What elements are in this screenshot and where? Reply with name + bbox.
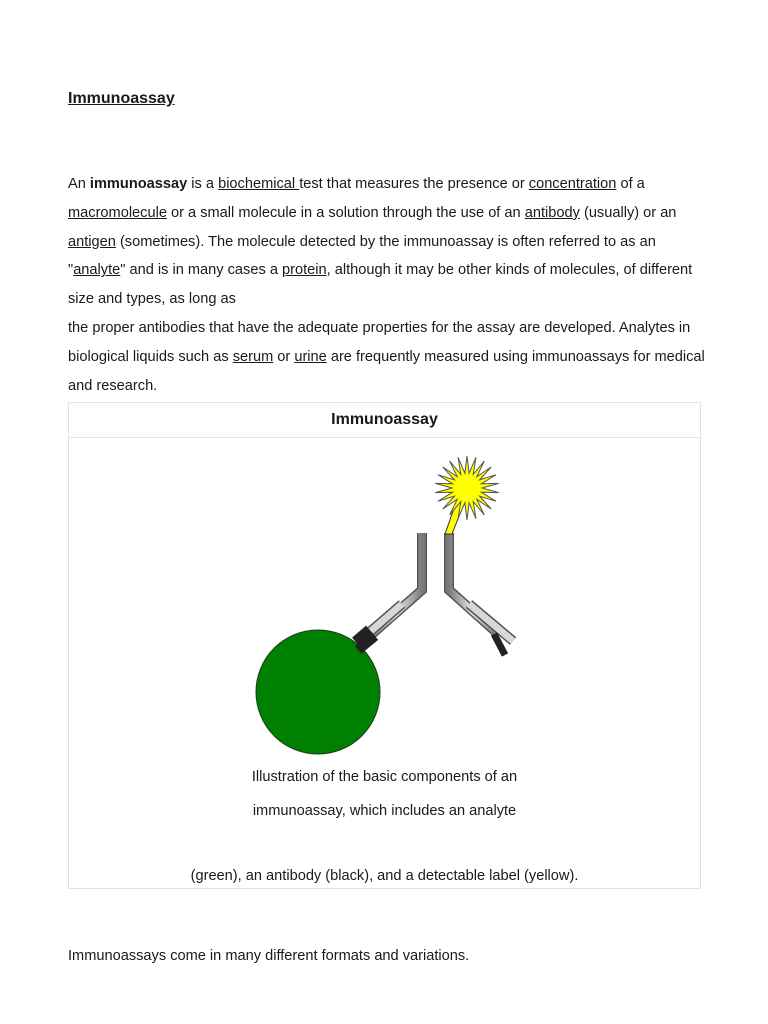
- text-span: is a: [187, 176, 219, 192]
- link-concentration[interactable]: concentration: [528, 176, 617, 192]
- text-span: , although it may be other kinds of molecules, of different size and types, as long as: [68, 262, 693, 308]
- text-span: of a: [616, 176, 645, 192]
- text-span: (sometimes). The molecule detected by the immunoassay is often referred to as an ": [68, 233, 656, 279]
- text-span: An: [68, 176, 90, 192]
- term-immunoassay: immunoassay: [89, 176, 188, 192]
- text-span: (usually) or an: [579, 204, 677, 221]
- link-biochemical[interactable]: biochemical: [218, 176, 300, 192]
- antibody-left-arm: [355, 533, 422, 650]
- text-span: the proper antibodies that have the adequate properties for the assay are developed. Analytes in biological liquids such as: [68, 319, 691, 365]
- closing-paragraph: Immunoassays come in many different formats and variations.: [68, 948, 470, 964]
- link-macromolecule[interactable]: macromolecule: [68, 204, 167, 221]
- text-span: or: [273, 348, 295, 365]
- caption-line-1: Illustration of the basic components of an: [251, 769, 518, 785]
- link-protein[interactable]: protein: [282, 262, 327, 279]
- text-span: test that measures the presence or: [299, 176, 529, 192]
- link-serum[interactable]: serum: [232, 348, 274, 365]
- label-starburst: [435, 456, 498, 520]
- text-span: or a small molecule in a solution through the use of an: [166, 204, 525, 221]
- page-title: Immunoassay: [68, 90, 175, 107]
- caption-line-2: immunoassay, which includes an analyte: [252, 803, 517, 819]
- text-span: are frequently measured using immunoassays for medical and research.: [68, 348, 705, 394]
- antibody-right-arm: [449, 533, 513, 655]
- figure-header: Immunoassay: [69, 403, 700, 438]
- intro-paragraph: [68, 170, 708, 400]
- link-antibody[interactable]: antibody: [524, 204, 580, 221]
- link-antigen[interactable]: antigen: [68, 233, 116, 250]
- link-urine[interactable]: urine: [294, 348, 327, 365]
- immunoassay-illustration: [69, 438, 702, 768]
- figure-box: [68, 402, 701, 889]
- text-span: " and is in many cases a: [120, 262, 282, 279]
- caption-line-3: (green), an antibody (black), and a detectable label (yellow).: [190, 868, 579, 884]
- link-analyte[interactable]: analyte: [73, 262, 121, 279]
